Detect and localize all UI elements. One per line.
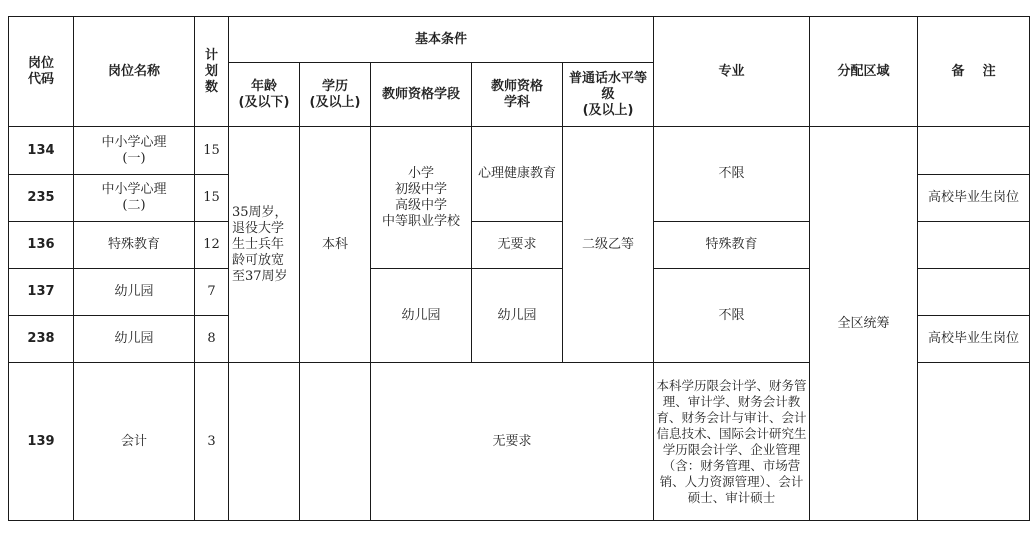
- recruitment-table: [8, 16, 1030, 521]
- row-name: 中小学心理 (二): [74, 174, 195, 221]
- row-code: 235: [9, 174, 74, 221]
- age-accounting: [229, 363, 300, 521]
- header-basic-conditions: 基本条件: [229, 17, 654, 63]
- row-plan: 15: [195, 174, 229, 221]
- subject-kindergarten: 幼儿园: [472, 268, 563, 362]
- education-accounting: [300, 363, 371, 521]
- row-plan: 12: [195, 221, 229, 268]
- header-age: 年龄 (及以下): [229, 63, 300, 127]
- header-qualification-stage: 教师资格学段: [371, 63, 472, 127]
- major-accounting: 本科学历限会计学、财务管理、审计学、财务会计教育、财务会计与审计、会计信息技术、国际会计研究生学历限会计学、企业管理（含：财务管理、市场营销、人力资源管理）、会计硕士、审计硕士: [654, 363, 810, 521]
- row-note: 高校毕业生岗位: [918, 316, 1030, 363]
- subject-special: 无要求: [472, 221, 563, 268]
- header-major: 专业: [654, 17, 810, 127]
- row-name: 幼儿园: [74, 268, 195, 315]
- row-plan: 3: [195, 363, 229, 521]
- major-psychology: 不限: [654, 127, 810, 221]
- row-note: [918, 221, 1030, 268]
- row-code: 134: [9, 127, 74, 174]
- header-mandarin-level: 普通话水平等 级 (及以上): [563, 63, 654, 127]
- age-requirement: 35周岁，退役大学生士兵年龄可放宽至37周岁: [229, 127, 300, 363]
- row-name: 幼儿园: [74, 316, 195, 363]
- row-plan: 8: [195, 316, 229, 363]
- row-code: 139: [9, 363, 74, 521]
- table-row: [9, 127, 1030, 174]
- subject-psychology: 心理健康教育: [472, 127, 563, 221]
- row-code: 238: [9, 316, 74, 363]
- row-plan: 7: [195, 268, 229, 315]
- header-code: 岗位 代码: [9, 17, 74, 127]
- row-name: 会计: [74, 363, 195, 521]
- row-name: 中小学心理 (一): [74, 127, 195, 174]
- distribution-region: 全区统筹: [810, 127, 918, 521]
- major-kindergarten: 不限: [654, 268, 810, 362]
- row-note: 高校毕业生岗位: [918, 174, 1030, 221]
- education-requirement: 本科: [300, 127, 371, 363]
- row-note: [918, 363, 1030, 521]
- row-code: 136: [9, 221, 74, 268]
- header-name: 岗位名称: [74, 17, 195, 127]
- header-education: 学历 (及以上): [300, 63, 371, 127]
- header-region: 分配区域: [810, 17, 918, 127]
- no-requirement: 无要求: [371, 363, 654, 521]
- major-special: 特殊教育: [654, 221, 810, 268]
- row-plan: 15: [195, 127, 229, 174]
- row-note: [918, 268, 1030, 315]
- mandarin-level: 二级乙等: [563, 127, 654, 363]
- row-code: 137: [9, 268, 74, 315]
- row-note: [918, 127, 1030, 174]
- stage-kindergarten: 幼儿园: [371, 268, 472, 362]
- header-plan: 计 划 数: [195, 17, 229, 127]
- header-note: 备 注: [918, 17, 1030, 127]
- header-qualification-subject: 教师资格 学科: [472, 63, 563, 127]
- row-name: 特殊教育: [74, 221, 195, 268]
- stage-school: 小学 初级中学 高级中学 中等职业学校: [371, 127, 472, 269]
